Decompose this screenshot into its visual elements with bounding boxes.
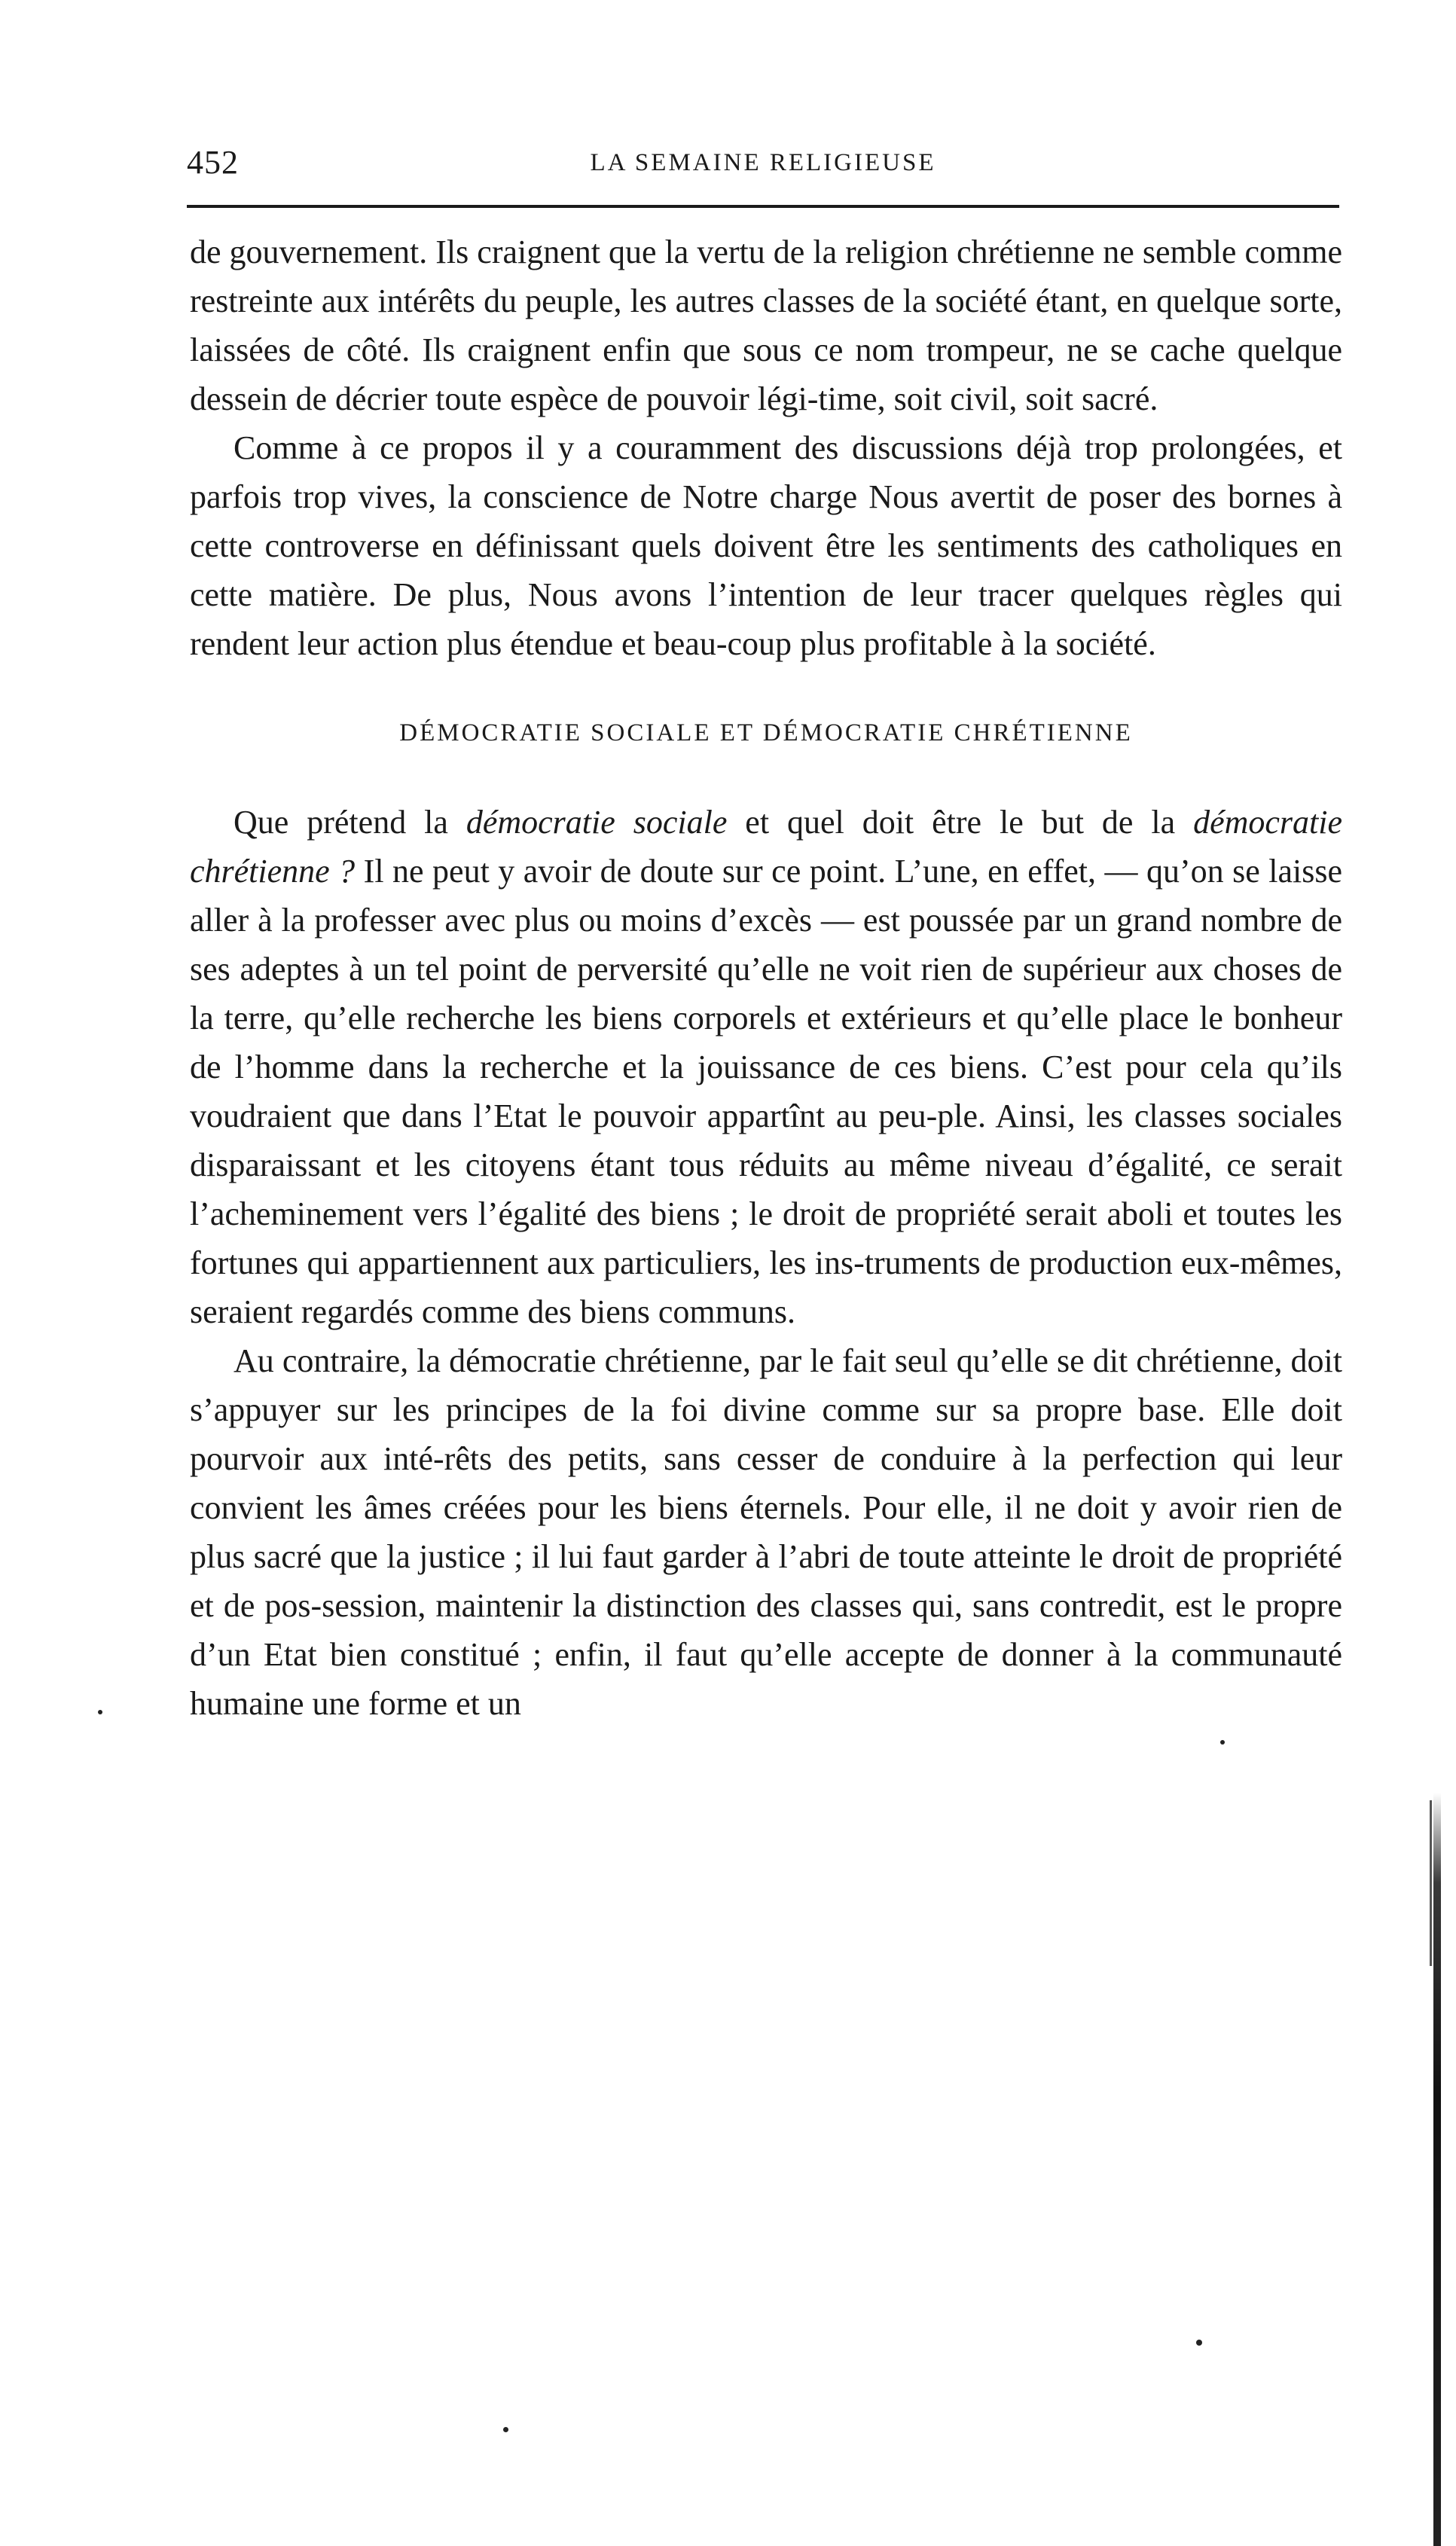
scan-speck	[503, 2427, 508, 2432]
term-democratie-chretienne: démocratie chrétienne ?	[190, 804, 1342, 890]
page-header	[187, 143, 1339, 196]
body-text	[190, 227, 1342, 1728]
page-number: 452	[187, 144, 239, 181]
scan-speck	[1196, 2340, 1202, 2346]
scan-edge-shadow	[1433, 1793, 1441, 2546]
section-heading: DÉMOCRATIE SOCIALE ET DÉMOCRATIE CHRÉTIENNE	[399, 719, 1133, 746]
paragraph-3-text-c: Il ne peut y avoir de doute sur ce point. L’une, en effet, — qu’on se laisse aller à la professer avec plus ou moins d’excès — est poussée par un grand nombre de ses adeptes à un tel point de perversité qu’elle ne voit rien de supérieur aux choses de la terre, qu’elle recherche les biens corporels et extérieurs et qu’elle place le bonheur de l’homme dans la recherche et la jouissance de ces biens. C’est pour cela qu’ils voudraient que dans l’Etat le pouvoir appartînt au peu-ple. Ainsi, les classes sociales disparaissant et les citoyens étant tous réduits au même niveau d’égalité, ce serait l’acheminement vers l’égalité des biens ; le droit de propriété serait aboli et toutes les fortunes qui appartiennent aux particuliers, les ins-truments de production eux-mêmes, seraient regardés comme des biens communs.	[190, 853, 1342, 1330]
running-title: LA SEMAINE RELIGIEUSE	[590, 149, 936, 176]
paragraph-3-text-a: Que prétend la	[234, 804, 466, 841]
paragraph-3-text-b: et quel doit être le but de la	[727, 804, 1194, 841]
scan-speck	[98, 1710, 102, 1714]
paragraph-2: Comme à ce propos il y a couramment des discussions déjà trop prolongées, et parfois trop vives, la conscience de Notre charge Nous avertit de poser des bornes à cette controverse en définissant quels doivent être les sentiments des catholiques en cette matière. De plus, Nous avons l’intention de leur tracer quelques règles qui rendent leur action plus étendue et beau-coup plus profitable à la société.	[190, 429, 1342, 662]
paragraph-1: de gouvernement. Ils craignent que la vertu de la religion chrétienne ne semble comme restreinte aux intérêts du peuple, les autres classes de la société étant, en quelque sorte, laissées de côté. Ils craignent enfin que sous ce nom trompeur, ne se cache quelque dessein de décrier toute espèce de pouvoir légi-time, soit civil, soit sacré.	[190, 234, 1342, 417]
term-democratie-sociale: démocratie sociale	[465, 804, 728, 841]
header-rule	[187, 205, 1339, 208]
scan-edge-line	[1430, 1800, 1432, 1966]
paragraph-3	[190, 798, 1342, 1336]
paragraph-4: Au contraire, la démocratie chrétienne, par le fait seul qu’elle se dit chrétienne, doit s’appuyer sur les principes de la foi divine comme sur sa propre base. Elle doit pourvoir aux inté-rêts des petits, sans cesser de conduire à la perfection qui leur convient les âmes créées pour les biens éternels. Pour elle, il ne doit y avoir rien de plus sacré que la justice ; il lui faut garder à l’abri de toute atteinte le droit de propriété et de pos-session, maintenir la distinction des classes qui, sans contredit, est le propre d’un Etat bien constitué ; enfin, il faut qu’elle accepte de donner à la communauté humaine une forme et un	[190, 1342, 1342, 1722]
scan-speck	[1220, 1740, 1225, 1745]
